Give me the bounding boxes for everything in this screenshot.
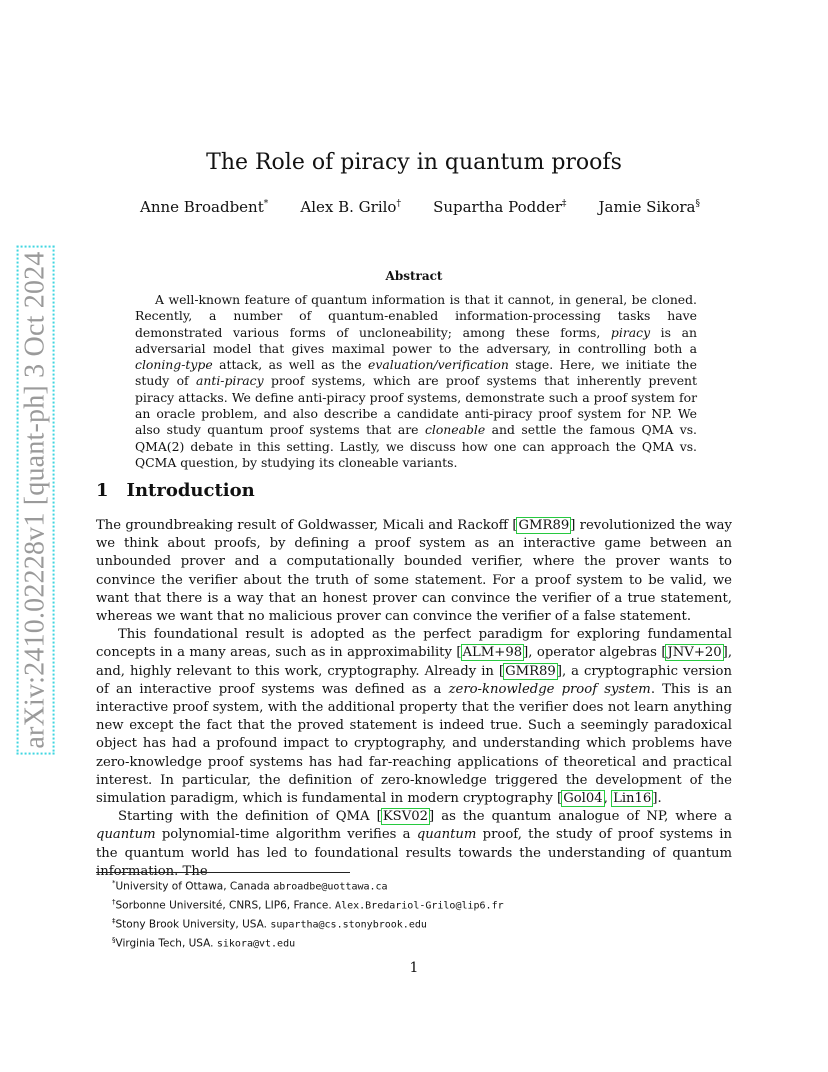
footnote: §Virginia Tech, USA. sikora@vt.edu	[112, 936, 296, 950]
author-footnote-mark[interactable]: ‡	[561, 199, 567, 209]
footnote: ‡Stony Brook University, USA. supartha@cs.stonybrook.edu	[112, 917, 427, 931]
author-footnote-mark[interactable]: *	[263, 199, 269, 209]
body-text	[96, 517, 732, 881]
citation-link[interactable]: GMR89	[505, 663, 556, 679]
email-address: sikora@vt.edu	[216, 938, 296, 950]
section-number: 1	[96, 480, 109, 501]
section-heading	[96, 480, 255, 501]
citation-link[interactable]: GMR89	[518, 518, 570, 533]
paragraph: The groundbreaking result of Goldwasser, Micali and Rackoff [GMR89] revolutionized the way we think about proofs, by defining a proof system as an interactive game between an unbounded prover and a computationally bounded verifier, where the prover wants to convince the verifier about the truth of some statement. For a proof system to be valid, we want that there is a way that an honest prover can convince the verifier of a true statement, whereas we want that no malicious prover can convince the verifier of a false statement.	[96, 518, 732, 625]
author: Jamie Sikora§	[598, 198, 700, 216]
author-list	[140, 198, 700, 216]
email-address: Alex.Bredariol-Grilo@lip6.fr	[335, 900, 504, 912]
email-address: supartha@cs.stonybrook.edu	[270, 919, 427, 931]
section-title: Introduction	[126, 480, 255, 501]
paper-title: The Role of piracy in quantum proofs	[206, 150, 622, 175]
paragraph: This foundational result is adopted as the perfect paradigm for exploring fundamental concepts in a many areas, such as in approximability [ALM+98], operator algebras [JNV+20], and, highly relevant to this work, cryptography. Already in [GMR89], a cryptographic version of an interactive proof systems was defined as a zero-knowledge proof system. This is an interactive proof system, with the additional property that the verifier does not learn anything new except the fact that the proved statement is indeed true. Such a seemingly paradoxical object has had a profound impact to cryptography, and understanding which problems have zero-knowledge proof systems has had far-reaching applications of theoretical and practical interest. In particular, the definition of zero-knowledge triggered the development of the simulation paradigm, which is fundamental in modern cryptography [Gol04, Lin16].	[96, 627, 733, 807]
footnotes	[112, 876, 712, 952]
arxiv-stamp[interactable]	[16, 250, 56, 750]
citation-link[interactable]: Gol04	[563, 791, 603, 807]
abstract-heading: Abstract	[385, 269, 443, 283]
footnote: †Sorbonne Université, CNRS, LIP6, France. Alex.Bredariol-Grilo@lip6.fr	[112, 898, 504, 912]
citation-link[interactable]: KSV02	[382, 809, 429, 825]
citation-link[interactable]: JNV+20	[667, 645, 722, 661]
page-number: 1	[409, 960, 419, 976]
paragraph: Starting with the definition of QMA [KSV02] as the quantum analogue of NP, where a quantum polynomial-time algorithm verifies a quantum proof, the study of proof systems in the quantum world has led to foundational results towards the understanding of quantum information. The	[96, 809, 732, 879]
arxiv-stamp-text[interactable]: arXiv:2410.02228v1 [quant-ph] 3 Oct 2024	[17, 245, 55, 754]
email-address: abroadbe@uottawa.ca	[273, 881, 388, 893]
author: Anne Broadbent*	[140, 198, 269, 216]
author: Alex B. Grilo†	[300, 198, 401, 216]
citation-link[interactable]: ALM+98	[462, 645, 523, 661]
abstract-text: A well-known feature of quantum information is that it cannot, in general, be cloned. Recently, a number of quantum-enabled information-processing tasks have demonstrated various forms of uncloneability; among these forms, piracy is an adversarial model that gives maximal power to the adversary, in controlling both a cloning-type attack, as well as the evaluation/verification stage. Here, we initiate the study of anti-piracy proof systems, which are proof systems that inherently prevent piracy attacks. We define anti-piracy proof systems, demonstrate such a proof system for an oracle problem, and also describe a candidate anti-piracy proof system for NP. We also study quantum proof systems that are cloneable and settle the famous QMA vs. QMA(2) debate in this setting. Lastly, we discuss how one can approach the QMA vs. QCMA question, by studying its cloneable variants.	[135, 292, 698, 470]
author-footnote-mark[interactable]: §	[695, 199, 700, 209]
author: Supartha Podder‡	[433, 198, 567, 216]
footnote-divider	[96, 872, 350, 873]
author-footnote-mark[interactable]: †	[396, 199, 401, 209]
footnote: *University of Ottawa, Canada abroadbe@uottawa.ca	[112, 879, 388, 893]
citation-link[interactable]: Lin16	[613, 791, 652, 807]
